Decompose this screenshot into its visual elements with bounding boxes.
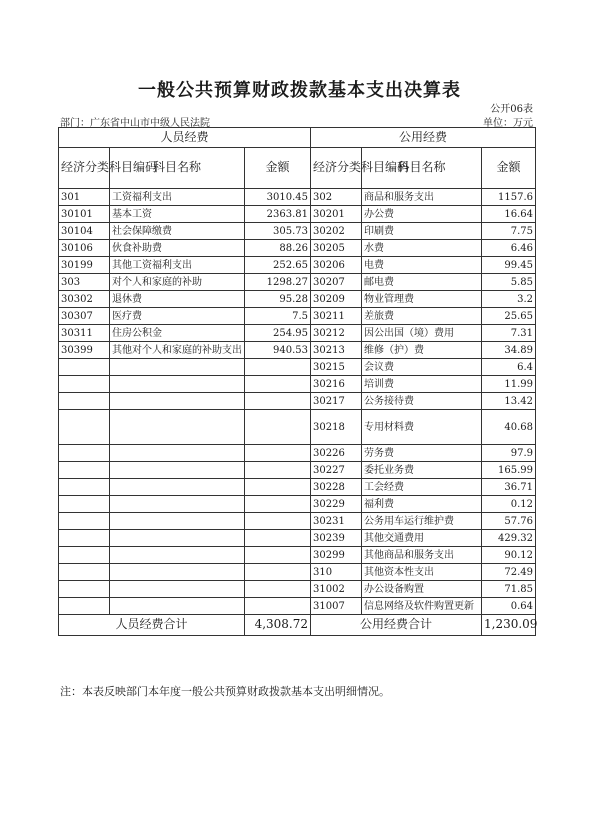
personnel-amount-cell: 254.95 [245,325,311,342]
col-code-header: 经济分类科目编码 [59,148,110,189]
personnel-amount-cell [245,393,311,410]
public-code-cell: 30212 [311,325,362,342]
public-code-cell: 30211 [311,308,362,325]
table-row [59,496,536,513]
personnel-code-cell: 30199 [59,257,110,274]
personnel-amount-cell: 2363.81 [245,206,311,223]
unit-label: 单位：万元 [483,118,533,129]
col-amount-header: 金额 [482,148,536,189]
form-number: 公开06表 [490,104,533,115]
table-row [59,564,536,581]
public-amount-cell: 7.75 [482,223,536,240]
personnel-name-cell [110,564,245,581]
personnel-code-cell: 30101 [59,206,110,223]
personnel-name-cell: 住房公积金 [110,325,245,342]
table-row [59,274,536,291]
public-amount-cell: 1157.6 [482,189,536,206]
public-code-cell: 30239 [311,530,362,547]
public-amount-cell: 6.4 [482,359,536,376]
personnel-amount-cell [245,598,311,615]
personnel-amount-cell [245,359,311,376]
public-name-cell: 其他交通费用 [362,530,482,547]
group-personnel-header: 人员经费 [59,128,311,148]
public-amount-cell: 0.12 [482,496,536,513]
public-code-cell: 30202 [311,223,362,240]
personnel-amount-cell [245,496,311,513]
public-name-cell: 信息网络及软件购置更新 [362,598,482,615]
personnel-amount-cell: 88.26 [245,240,311,257]
public-code-cell: 30207 [311,274,362,291]
personnel-name-cell: 退休费 [110,291,245,308]
personnel-name-cell [110,581,245,598]
personnel-name-cell: 医疗费 [110,308,245,325]
public-amount-cell: 13.42 [482,393,536,410]
personnel-code-cell: 30311 [59,325,110,342]
public-name-cell: 专用材料费 [362,410,482,445]
public-name-cell: 物业管理费 [362,291,482,308]
column-header-row [59,148,536,189]
personnel-amount-cell [245,479,311,496]
personnel-amount-cell [245,581,311,598]
personnel-code-cell [59,598,110,615]
table-row [59,257,536,274]
public-amount-cell: 97.9 [482,445,536,462]
personnel-name-cell: 对个人和家庭的补助 [110,274,245,291]
personnel-name-cell [110,598,245,615]
public-amount-cell: 40.68 [482,410,536,445]
department-label: 部门：广东省中山市中级人民法院 [60,118,210,129]
public-code-cell: 31007 [311,598,362,615]
public-name-cell: 邮电费 [362,274,482,291]
public-name-cell: 水费 [362,240,482,257]
personnel-amount-cell [245,376,311,393]
public-amount-cell: 99.45 [482,257,536,274]
public-amount-cell: 71.85 [482,581,536,598]
personnel-name-cell [110,513,245,530]
public-name-cell: 委托业务费 [362,462,482,479]
personnel-name-cell [110,479,245,496]
public-name-cell: 差旅费 [362,308,482,325]
public-amount-cell: 165.99 [482,462,536,479]
table-row [59,410,536,445]
public-name-cell: 电费 [362,257,482,274]
public-name-cell: 工会经费 [362,479,482,496]
table-row [59,206,536,223]
public-amount-cell: 25.65 [482,308,536,325]
public-amount-cell: 16.64 [482,206,536,223]
public-name-cell: 因公出国（境）费用 [362,325,482,342]
personnel-name-cell [110,359,245,376]
personnel-code-cell: 30399 [59,342,110,359]
table-row [59,240,536,257]
personnel-code-cell: 301 [59,189,110,206]
table-row [59,189,536,206]
col-amount-header: 金额 [245,148,311,189]
public-name-cell: 福利费 [362,496,482,513]
public-name-cell: 培训费 [362,376,482,393]
public-amount-cell: 7.31 [482,325,536,342]
personnel-amount-cell: 252.65 [245,257,311,274]
table-row [59,291,536,308]
group-public-header: 公用经费 [311,128,536,148]
table-row [59,376,536,393]
public-code-cell: 30201 [311,206,362,223]
public-code-cell: 30217 [311,393,362,410]
public-code-cell: 30299 [311,547,362,564]
personnel-code-cell [59,530,110,547]
personnel-code-cell: 303 [59,274,110,291]
table-row [59,445,536,462]
personnel-name-cell [110,547,245,564]
table-row [59,342,536,359]
public-name-cell: 公务用车运行维护费 [362,513,482,530]
table-row [59,393,536,410]
personnel-code-cell [59,547,110,564]
public-amount-cell: 72.49 [482,564,536,581]
public-name-cell: 其他资本性支出 [362,564,482,581]
public-amount-cell: 3.2 [482,291,536,308]
public-code-cell: 30213 [311,342,362,359]
personnel-amount-cell [245,513,311,530]
public-name-cell: 印刷费 [362,223,482,240]
public-amount-cell: 429.32 [482,530,536,547]
personnel-amount-cell [245,445,311,462]
personnel-name-cell [110,410,245,445]
personnel-amount-cell: 95.28 [245,291,311,308]
public-amount-cell: 90.12 [482,547,536,564]
public-name-cell: 办公费 [362,206,482,223]
public-name-cell: 其他商品和服务支出 [362,547,482,564]
col-name-header: 科目名称 [362,148,482,189]
personnel-amount-cell [245,462,311,479]
personnel-amount-cell: 7.5 [245,308,311,325]
table-row [59,462,536,479]
personnel-code-cell [59,376,110,393]
table-row [59,598,536,615]
public-amount-cell: 36.71 [482,479,536,496]
public-amount-cell: 34.89 [482,342,536,359]
public-amount-cell: 5.85 [482,274,536,291]
personnel-code-cell [59,445,110,462]
public-code-cell: 310 [311,564,362,581]
public-amount-cell: 6.46 [482,240,536,257]
personnel-code-cell [59,479,110,496]
personnel-amount-cell: 1298.27 [245,274,311,291]
personnel-code-cell [59,393,110,410]
personnel-code-cell [59,564,110,581]
public-name-cell: 维修（护）费 [362,342,482,359]
public-name-cell: 办公设备购置 [362,581,482,598]
personnel-code-cell [59,359,110,376]
personnel-code-cell: 30106 [59,240,110,257]
table-row [59,359,536,376]
public-code-cell: 30229 [311,496,362,513]
personnel-code-cell [59,496,110,513]
personnel-name-cell [110,376,245,393]
public-amount-cell: 11.99 [482,376,536,393]
personnel-amount-cell [245,564,311,581]
total-public-label: 公用经费合计 [311,615,482,636]
personnel-code-cell [59,513,110,530]
personnel-amount-cell: 305.73 [245,223,311,240]
public-code-cell: 30205 [311,240,362,257]
personnel-code-cell [59,581,110,598]
personnel-amount-cell: 940.53 [245,342,311,359]
total-personnel-amount: 4,308.72 [245,615,311,636]
personnel-amount-cell [245,530,311,547]
total-public-amount: 1,230.09 [482,615,536,636]
table-row [59,530,536,547]
public-code-cell: 302 [311,189,362,206]
personnel-code-cell: 30307 [59,308,110,325]
public-amount-cell: 0.64 [482,598,536,615]
personnel-amount-cell [245,547,311,564]
col-name-header: 科目名称 [110,148,245,189]
personnel-name-cell: 工资福利支出 [110,189,245,206]
personnel-name-cell [110,530,245,547]
personnel-name-cell: 基本工资 [110,206,245,223]
table-row [59,513,536,530]
public-code-cell: 30218 [311,410,362,445]
public-code-cell: 30226 [311,445,362,462]
table-row [59,308,536,325]
public-code-cell: 30228 [311,479,362,496]
public-amount-cell: 57.76 [482,513,536,530]
public-code-cell: 30227 [311,462,362,479]
public-code-cell: 30231 [311,513,362,530]
table-row [59,479,536,496]
group-header-row [59,128,536,148]
table-row [59,581,536,598]
col-code-header: 经济分类科目编码 [311,148,362,189]
total-personnel-label: 人员经费合计 [59,615,245,636]
public-code-cell: 30216 [311,376,362,393]
public-code-cell: 31002 [311,581,362,598]
personnel-amount-cell [245,410,311,445]
table-row [59,223,536,240]
personnel-code-cell: 30302 [59,291,110,308]
personnel-name-cell: 伙食补助费 [110,240,245,257]
public-code-cell: 30215 [311,359,362,376]
personnel-code-cell [59,462,110,479]
public-name-cell: 劳务费 [362,445,482,462]
personnel-name-cell [110,445,245,462]
total-row [59,615,536,636]
footnote: 注：本表反映部门本年度一般公共预算财政拨款基本支出明细情况。 [60,685,390,698]
personnel-name-cell: 其他工资福利支出 [110,257,245,274]
personnel-name-cell [110,496,245,513]
public-code-cell: 30206 [311,257,362,274]
public-name-cell: 商品和服务支出 [362,189,482,206]
expenditure-table [58,127,536,636]
public-code-cell: 30209 [311,291,362,308]
personnel-amount-cell: 3010.45 [245,189,311,206]
public-name-cell: 公务接待费 [362,393,482,410]
page-title: 一般公共预算财政拨款基本支出决算表 [138,80,461,101]
personnel-name-cell [110,393,245,410]
personnel-name-cell: 其他对个人和家庭的补助支出 [110,342,245,359]
personnel-name-cell [110,462,245,479]
public-name-cell: 会议费 [362,359,482,376]
personnel-code-cell [59,410,110,445]
table-row [59,325,536,342]
personnel-code-cell: 30104 [59,223,110,240]
table-row [59,547,536,564]
personnel-name-cell: 社会保障缴费 [110,223,245,240]
